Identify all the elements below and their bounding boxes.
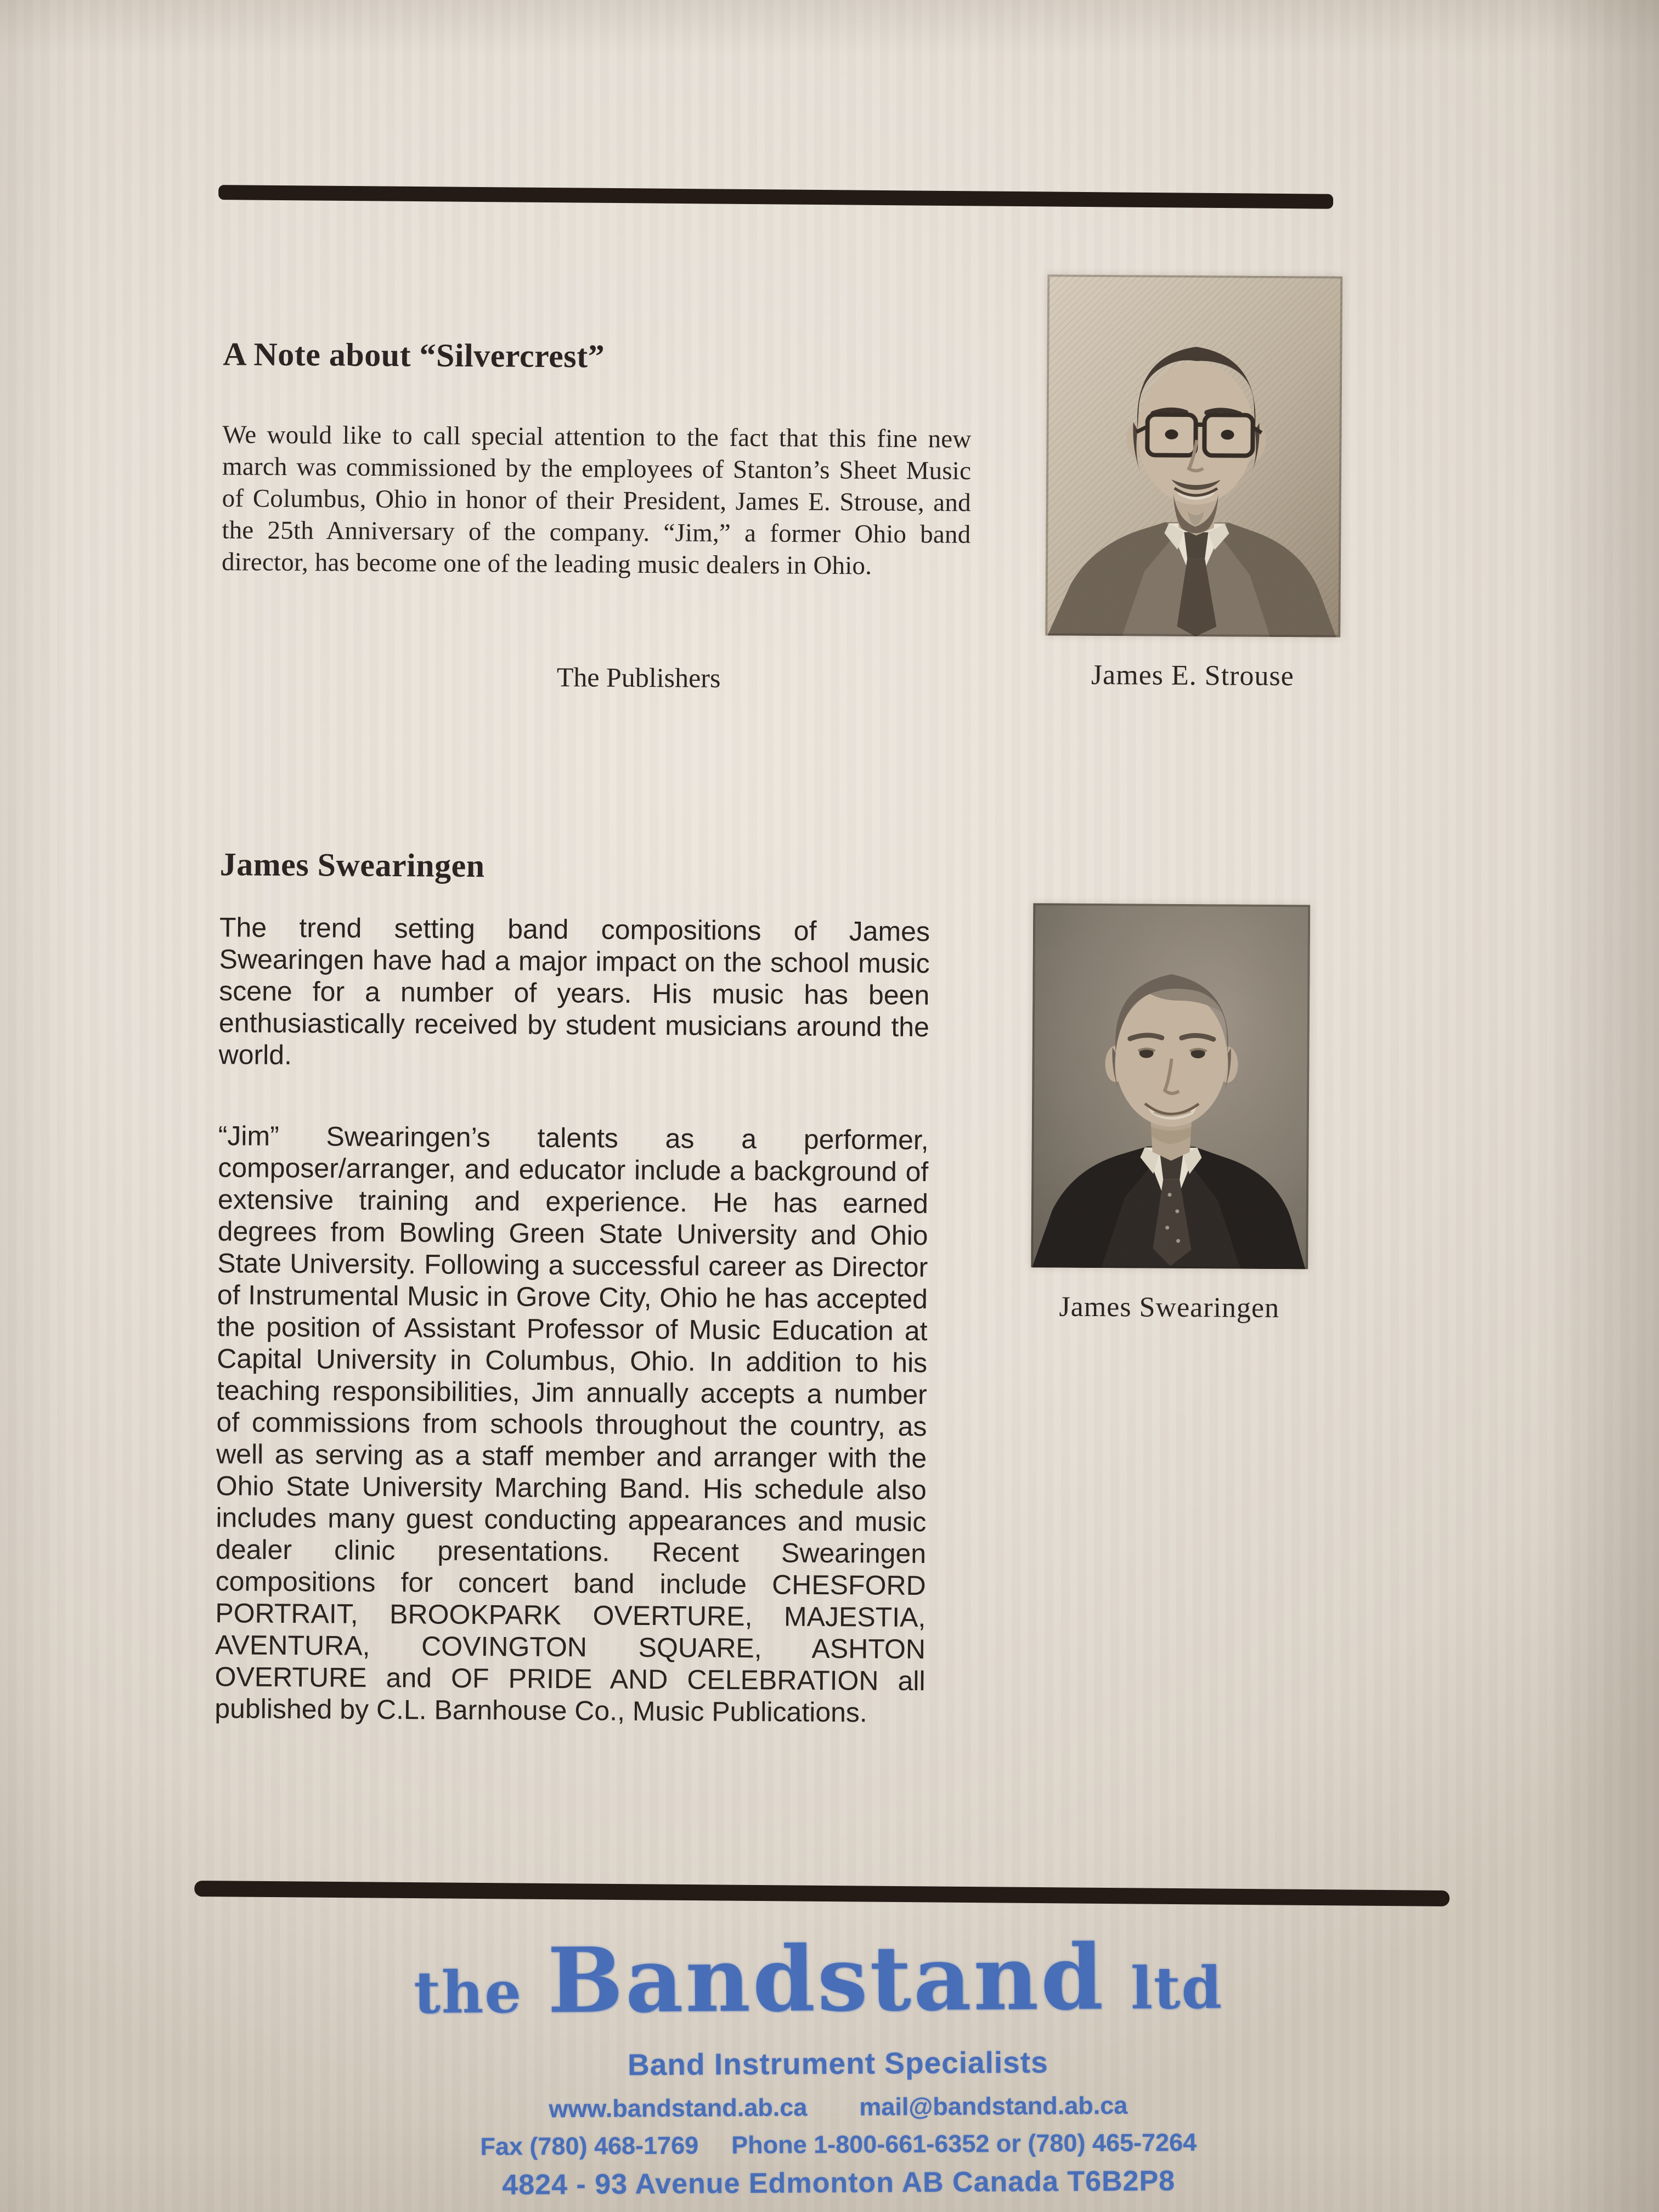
swearingen-caption: James Swearingen	[1059, 1291, 1280, 1324]
stamp-website: www.bandstand.ab.ca	[549, 2093, 808, 2123]
bottom-divider-rule	[194, 1881, 1449, 1906]
strouse-figure	[1045, 274, 1343, 692]
stamp-email: mail@bandstand.ab.ca	[859, 2091, 1128, 2121]
stamp-fax: Fax (780) 468-1769	[480, 2131, 699, 2161]
bandstand-stamp-title	[413, 1925, 1223, 2034]
bandstand-stamp	[413, 1925, 1223, 2202]
stamp-address: 4824 - 93 Avenue Edmonton AB Canada T6B2P8	[502, 2165, 1176, 2201]
stamp-prefix: the	[413, 1957, 523, 2027]
strouse-photo	[1045, 274, 1342, 637]
swearingen-figure	[1031, 903, 1311, 1324]
top-divider-rule	[218, 185, 1333, 209]
stamp-phone: Phone 1-800-661-6352 or (780) 465-7264	[731, 2128, 1197, 2159]
note-section-body: We would like to call special attention to the fact that this fine new march was commissioned by the employees of Stanton’s Sheet Music of Columbus, Ohio in honor of their President, James E. Strouse, and the 25th Anniversary of the company. “Jim,” a former Ohio band director, has become one of the leading music dealers in Ohio.	[221, 420, 972, 580]
stamp-company-name: Bandstand	[547, 1925, 1106, 2034]
stamp-fax-phone-line	[471, 2128, 1206, 2161]
note-section-heading: A Note about “Silvercrest”	[223, 336, 605, 375]
publishers-signature: The Publishers	[556, 661, 721, 693]
swearingen-bio-paragraph-1: The trend setting band compositions of James Swearingen have had a major impact on the school music scene for a number of years. His music has been enthusiastically received by student musicians around the world.	[218, 912, 930, 1071]
swearingen-bio-paragraph-2: “Jim” Swearingen’s talents as a performer, composer/arranger, and educator include a background of extensive training and experience. He has earned degrees from Bowling Green State University and Ohio State University. Following a successful career as Director of Instrumental Music in Grove City, Ohio he has accepted the position of Assistant Professor of Music Education at Capital University in Columbus, Ohio. In addition to his teaching responsibilities, Jim annually accepts a number of commissions from schools throughout the country, as well as serving as a staff member and arranger with the Ohio State University Marching Band. His schedule also includes many guest conducting appearances and music dealer clinic presentations. Recent Swearingen compositions for concert band include CHESFORD PORTRAIT, BROOKPARK OVERTURE, MAJESTIA, AVENTURA, COVINGTON SQUARE, ASHTON OVERTURE and OF PRIDE AND CELEBRATION all published by C.L. Barnhouse Co., Music Publications.	[215, 1120, 929, 1728]
stamp-contact-line	[471, 2091, 1206, 2124]
stamp-tagline: Band Instrument Specialists	[627, 2045, 1048, 2082]
strouse-caption: James E. Strouse	[1091, 659, 1294, 692]
stamp-suffix: ltd	[1130, 1953, 1223, 2022]
swearingen-section-heading: James Swearingen	[219, 846, 485, 884]
swearingen-photo	[1031, 903, 1310, 1269]
